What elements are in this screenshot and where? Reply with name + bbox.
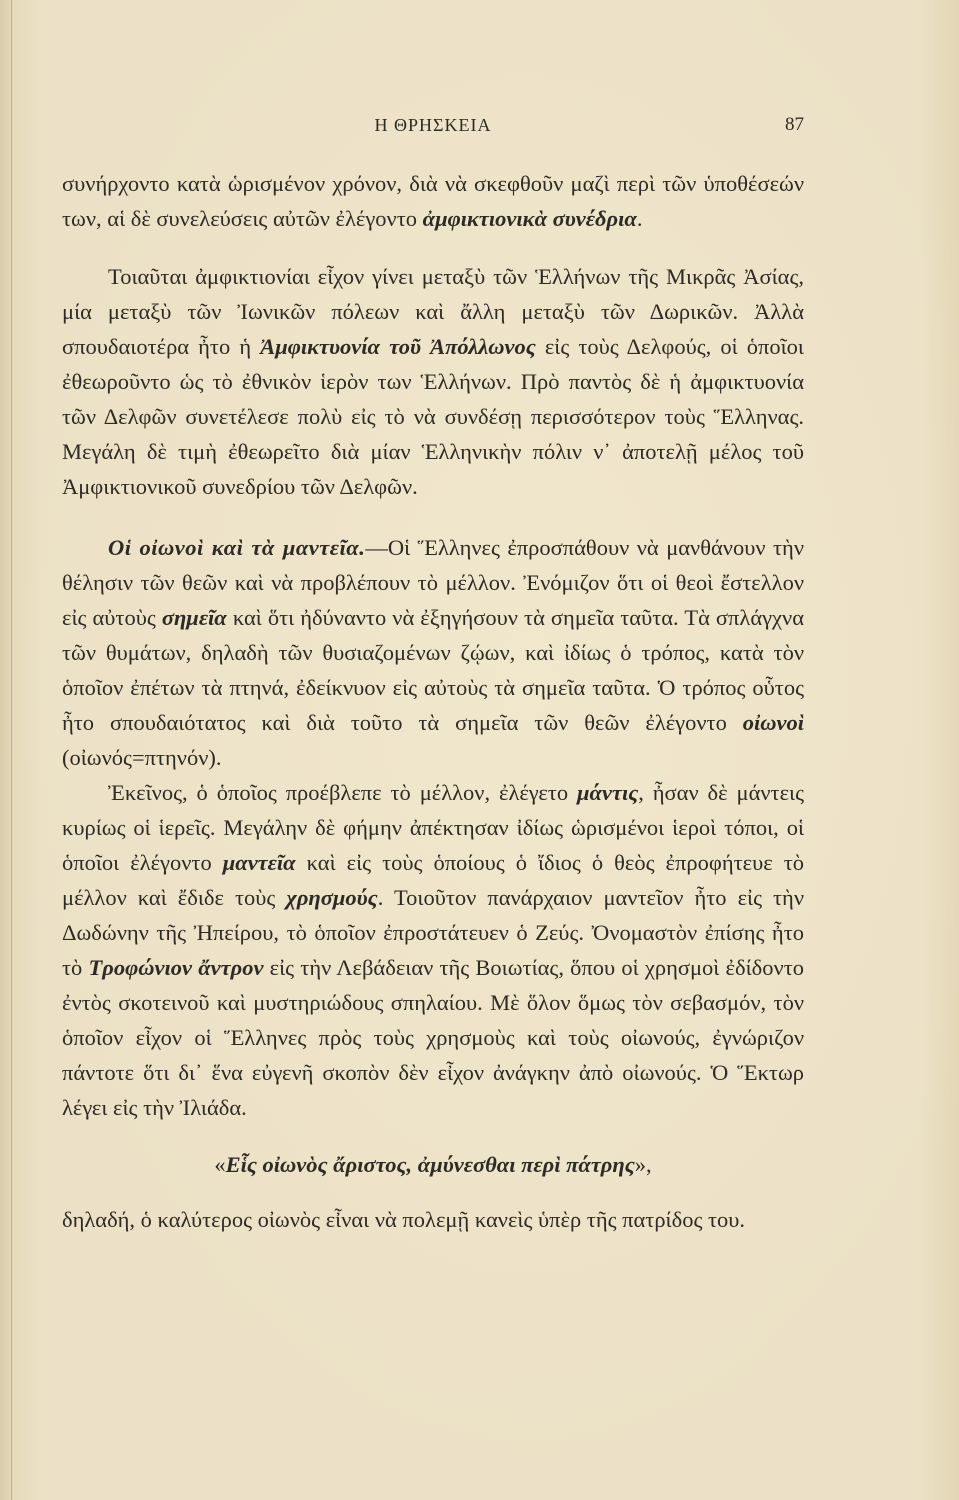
emphasis-term: σημεῖα [161, 605, 227, 630]
quote-text: Εἷς οἰωνὸς ἄριστος, ἀμύνεσθαι περὶ πάτρης [225, 1152, 635, 1177]
running-title: Η ΘΡΗΣΚΕΙΑ [374, 115, 492, 135]
paragraph-4: Ἐκεῖνος, ὁ ὁποῖος προέβλεπε τὸ μέλλον, ἐλέγετο μάντις, ἦσαν δὲ μάντεις κυρίως οἱ ἱερεῖς. Μεγάλην δὲ φήμην ἀπέκτησαν ἰδίως ὡρισμένοι ἱεροὶ τόποι, οἱ ὁποῖοι ἐλέγοντο μαντεῖα καὶ εἰς τοὺς ὁποίους ὁ ἴδιος ὁ θεὸς ἐπροφήτευε τὸ μέλλον καὶ ἔδιδε τοὺς χρησμούς. Τοιοῦτον πανάρχαιον μαντεῖον ἦτο εἰς τὴν Δωδώνην τῆς Ἠπείρου, τὸ ὁποῖον ἐπροστάτευεν ὁ Ζεύς. Ὀνομαστὸν ἐπίσης ἦτο τὸ Τροφώνιον ἄντρον εἰς τὴν Λεβάδειαν τῆς Βοιωτίας, ὅπου οἱ χρησμοὶ ἐδίδοντο ἐντὸς σκοτεινοῦ καὶ μυστηριώδους σπηλαίου. Μὲ ὅλον ὅμως τὸν σεβασμόν, τὸν ὁποῖον εἶχον οἱ Ἕλληνες πρὸς τοὺς χρησμοὺς καὶ τοὺς οἰωνούς, ἐγνώριζον πάντοτε ὅτι δι᾽ ἕνα εὐγενῆ σκοπὸν δὲν εἶχον ἀνάγκην ἀπὸ οἰωνούς. Ὁ Ἕκτωρ λέγει εἰς τὴν Ἰλιάδα. [62, 780, 804, 1120]
emphasis-term: οἰωνοὶ [742, 710, 804, 735]
emphasis-term: Τροφώνιον ἄντρον [88, 955, 264, 980]
emphasis-term: χρησμούς [286, 885, 378, 910]
emphasis-term: Ἀμφικτυονία τοῦ Ἀπόλλωνος [260, 334, 536, 359]
binding-edge [11, 0, 12, 1500]
page-number: 87 [785, 114, 804, 135]
homer-quote: «Εἷς οἰωνὸς ἄριστος, ἀμύνεσθαι περὶ πάτρης», [214, 1152, 652, 1177]
page-header [62, 114, 804, 138]
emphasis-term: ἀμφικτιονικὰ συνέδρια [422, 206, 637, 231]
paragraph-3: Οἱ οἰωνοὶ καὶ τὰ μαντεῖα.—Οἱ Ἕλληνες ἐπροσπάθουν νὰ μανθάνουν τὴν θέλησιν τῶν θεῶν καὶ νὰ προβλέπουν τὸ μέλλον. Ἐνόμιζον ὅτι οἱ θεοὶ ἔστελλον εἰς αὐτοὺς σημεῖα καὶ ὅτι ἠδύναντο νὰ ἐξηγήσουν τὰ σημεῖα ταῦτα. Τὰ σπλάγχνα τῶν θυμάτων, δηλαδὴ τῶν θυσιαζομένων ζῴων, καὶ ἰδίως ὁ τρόπος, κατὰ τὸν ὁποῖον ἐπέτων τὰ πτηνά, ἐδείκνυον εἰς αὐτοὺς τὰ σημεῖα ταῦτα. Ὁ τρόπος οὗτος ἦτο σπουδαιότατος καὶ διὰ τοῦτο τὰ σημεῖα τῶν θεῶν ἐλέγοντο οἰωνοὶ (οἰωνός=πτηνόν). [62, 535, 805, 770]
paragraph-1: συνήρχοντο κατὰ ὡρισμένον χρόνον, διὰ νὰ σκεφθοῦν μαζὶ περὶ τῶν ὑποθέσεών των, αἱ δὲ συνελεύσεις αὐτῶν ἐλέγοντο ἀμφικτιονικὰ συνέδρια. [62, 171, 804, 231]
paragraph-2: Τοιαῦται ἀμφικτιονίαι εἶχον γίνει μεταξὺ τῶν Ἑλλήνων τῆς Μικρᾶς Ἀσίας, μία μεταξὺ τῶν Ἰωνικῶν πόλεων καὶ ἄλλη μεταξὺ τῶν Δωρικῶν. Ἀλλὰ σπουδαιοτέρα ἦτο ἡ Ἀμφικτυονία τοῦ Ἀπόλλωνος εἰς τοὺς Δελφούς, οἱ ὁποῖοι ἐθεωροῦντο ὡς τὸ ἐθνικὸν ἱερὸν των Ἑλλήνων. Πρὸ παντὸς δὲ ἡ ἀμφικτυονία τῶν Δελφῶν συνετέλεσε πολὺ εἰς τὸ νὰ συνδέσῃ περισσότερον τοὺς Ἕλληνας. Μεγάλη δὲ τιμὴ ἐθεωρεῖτο διὰ μίαν Ἑλληνικὴν πόλιν ν᾽ ἀποτελῇ μέλος τοῦ Ἀμφικτιονικοῦ συνεδρίου τῶν Δελφῶν. [62, 264, 804, 499]
body-text [62, 166, 804, 1237]
section-heading: Οἱ οἰωνοὶ καὶ τὰ μαντεῖα. [108, 535, 366, 560]
emphasis-term: μάντις [577, 780, 639, 805]
emphasis-term: μαντεῖα [222, 850, 296, 875]
paragraph-5: δηλαδή, ὁ καλύτερος οἰωνὸς εἶναι νὰ πολεμῇ κανεὶς ὑπὲρ τῆς πατρίδος του. [62, 1207, 746, 1232]
